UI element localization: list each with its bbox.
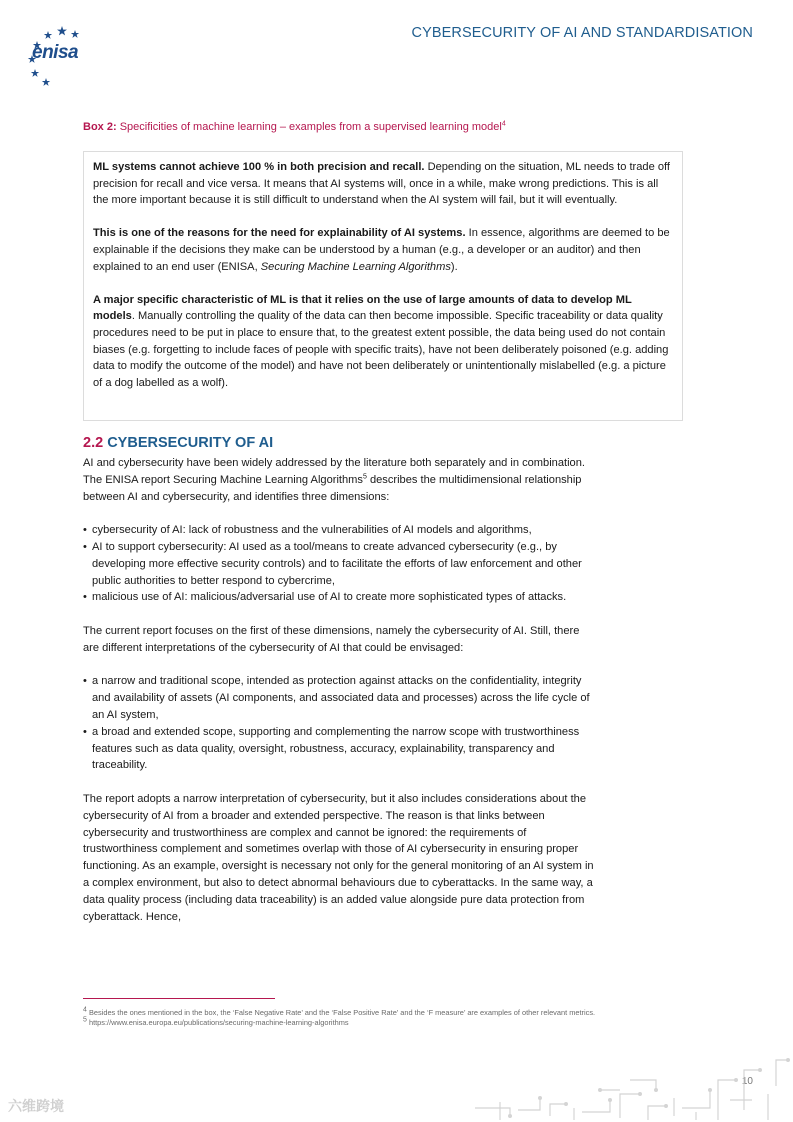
list-item: • cybersecurity of AI: lack of robustness and the vulnerabilities of AI models and algorithms, xyxy=(83,522,598,539)
section-body xyxy=(83,455,598,942)
box-paragraph-3: A major specific characteristic of ML is that it relies on the use of large amounts of data to develop ML models. Manually controlling the quality of the data can then become impossible. Specific traceability or data quality procedures need to be put in place to ensure that, to the greatest extent possible, the data being used do not contain biases (e.g. forgetting to include faces of people with specific traits), have not been deliberately poisoned (e.g. adding data to modify the outcome of the model) and have not been deliberately or unintentionally mislabelled (e.g. a picture of a dog labelled as a wolf). xyxy=(93,293,669,389)
box-caption xyxy=(83,121,506,133)
dimensions-list xyxy=(83,522,598,606)
box-paragraph-1: ML systems cannot achieve 100 % in both precision and recall. Depending on the situation, ML needs to trade off precision for recall and vice versa. It means that AI systems will, once in a while, make wrong predictions. This is all the more important because it is still difficult to understand when the AI system will fail, but it will eventually. xyxy=(93,161,670,207)
section-number: 2.2 xyxy=(83,435,104,451)
list-item: • malicious use of AI: malicious/adversarial use of AI to create more sophisticated types of attacks. xyxy=(83,589,598,606)
list-item: • AI to support cybersecurity: AI used as a tool/means to create advanced cybersecurity (e.g., by developing more effective security controls) and to facilitate the efforts of law enforcement and other public authorities to better respond to cybercrime, xyxy=(83,539,598,589)
scopes-list xyxy=(83,673,598,774)
list-item: • a broad and extended scope, supporting and complementing the narrow scope with trustworthiness features such as data quality, oversight, robustness, accuracy, explainability, transparency and traceability. xyxy=(83,724,598,774)
logo-text: enisa xyxy=(32,42,79,63)
footnote-4: $^4$ Besides the ones mentioned in the box, the ‘False Negative Rate’ and the ‘False Positive Rate’ and the ‘F measure’ are examples of other relevant metrics. xyxy=(83,1006,596,1017)
section-title: CYBERSECURITY OF AI xyxy=(107,435,274,451)
footnotes xyxy=(83,1008,603,1029)
document-title: CYBERSECURITY OF AI AND STANDARDISATION xyxy=(411,25,753,41)
footnote-ref-4[interactable]: 4 xyxy=(501,120,506,128)
info-box xyxy=(83,151,683,421)
footnote-5: $^5$ https://www.enisa.europa.eu/publications/securing-machine-learning-algorithms xyxy=(83,1016,349,1028)
box-paragraph-2: This is one of the reasons for the need for explainability of AI systems. In essence, algorithms are deemed to be explainable if the decisions they make can be understood by a human (e.g., a developer or an auditor) and then explained to an end user (ENISA, Securing Machine Learning Algorithms). xyxy=(93,227,670,273)
intro-paragraph: AI and cybersecurity have been widely addressed by the literature both separately and in combination. The ENISA report Securing Machine Learning Algorithms$^5$ describes the multidimensional relationship between AI and cybersecurity, and identifies three dimensions: xyxy=(83,457,585,503)
footnote-ref-5[interactable]: 5 xyxy=(362,473,367,481)
scope-paragraph: The current report focuses on the first of these dimensions, namely the cybersecurity of AI. Still, there are different interpretations of the cybersecurity of AI that could be envisaged: xyxy=(83,624,580,654)
box-caption-label: Box 2: xyxy=(83,121,117,133)
section-heading xyxy=(83,435,273,451)
approach-paragraph: The report adopts a narrow interpretation of cybersecurity, but it also includes considerations about the cybersecurity of AI from a broader and extended perspective. The reason is that links between cybersecurity and trustworthiness are complex and cannot be ignored: the requirements of trustworthiness complement and sometimes overlap with those of AI cybersecurity in ensuring proper functioning. As an example, oversight is necessary not only for the general monitoring of an AI system in a complex environment, but also to detect abnormal behaviours due to cyberattacks. In the same way, a data quality process (including data traceability) is an added value alongside pure data protection from cyberattack. Hence, xyxy=(83,792,594,923)
watermark: 六维跨境 xyxy=(8,1098,64,1114)
footnote-divider xyxy=(83,998,275,999)
list-item: • a narrow and traditional scope, intended as protection against attacks on the confidentiality, integrity and availability of assets (AI components, and associated data and processes) across the life cycle of an AI system, xyxy=(83,673,598,723)
footnote-link[interactable]: https://www.enisa.europa.eu/publications/securing-machine-learning-algorithms xyxy=(86,1018,349,1028)
circuit-pattern-icon xyxy=(470,1050,793,1122)
box-caption-text: Specificities of machine learning – examples from a supervised learning model xyxy=(119,121,502,133)
page-number: 10 xyxy=(741,1076,753,1087)
